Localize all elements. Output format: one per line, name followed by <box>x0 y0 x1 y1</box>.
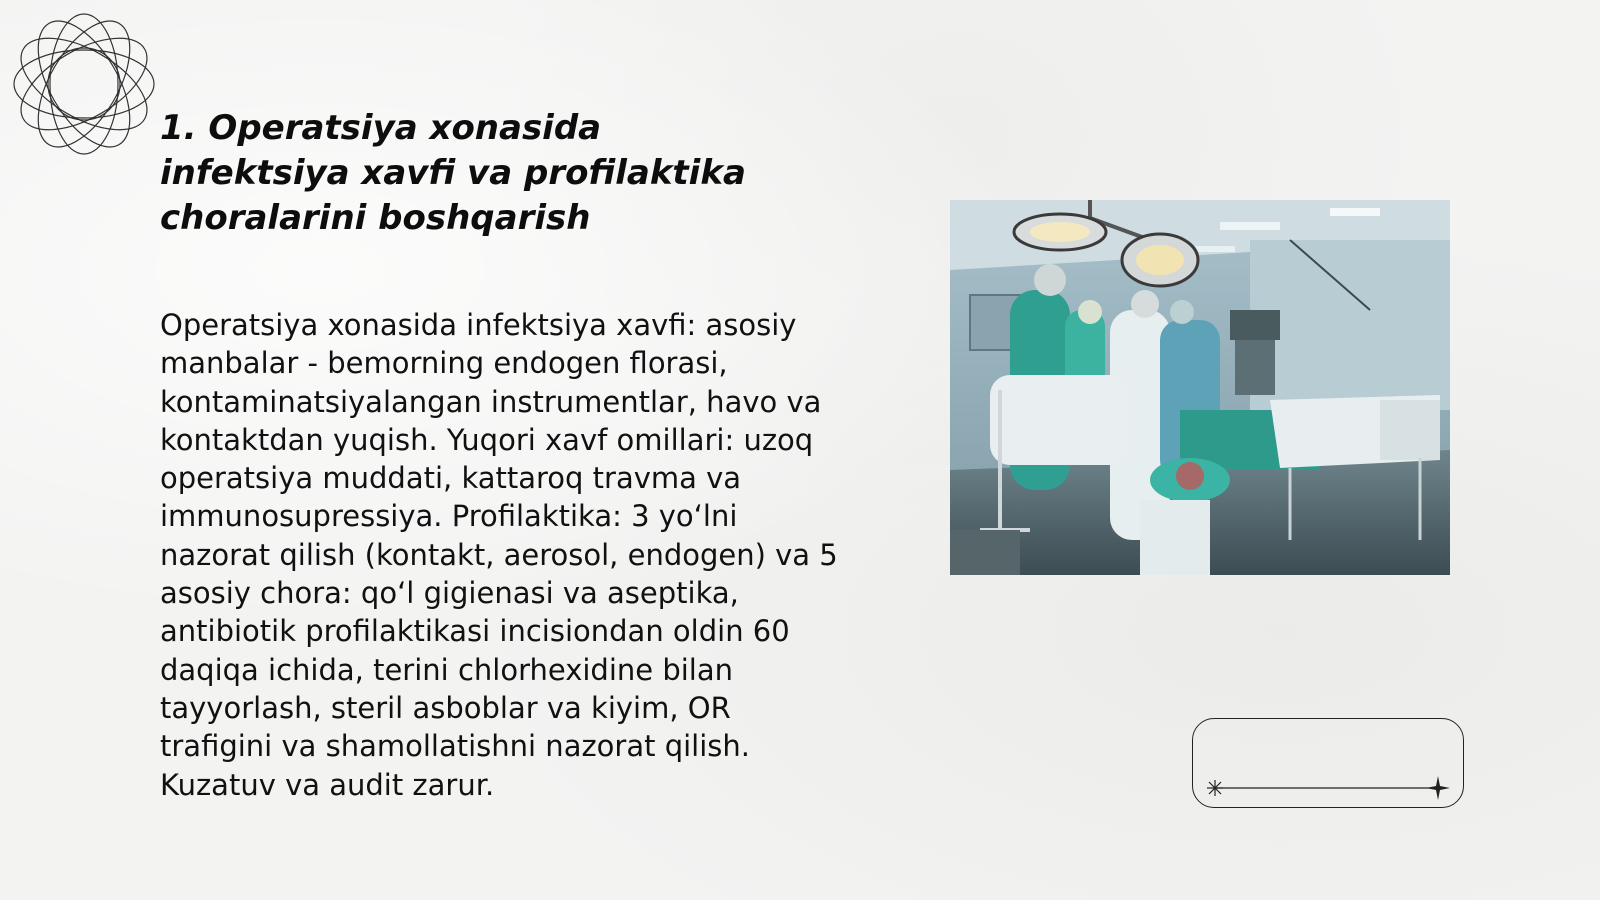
slide-title: 1. Operatsiya xonasida infektsiya xavfi va profilaktika choralarini boshqarish <box>160 108 746 238</box>
operating-room-photo <box>950 200 1450 575</box>
circular-knot-ornament-icon <box>10 10 158 158</box>
four-point-star-icon <box>1426 776 1450 800</box>
sparkle-star-icon <box>1207 780 1223 796</box>
decorative-frame <box>1192 718 1464 808</box>
slide-body-text: Operatsiya xonasida infektsiya xavfi: asosiy manbalar - bemorning endogen florasi, kontaminatsiyalangan instrumentlar, havo va kontaktdan yuqish. Yuqori xavf omillari: uzoq operatsiya muddati, kattaroq travma va immunosupressiya. Profilaktika: 3 yo‘lni nazorat qilish (kontakt, aerosol, endogen) va 5 asosiy chora: qo‘l gigienasi va aseptika, antibiotik profilaktikasi incisiondan oldin 60 daqiqa ichida, terini chlorhexidine bilan tayyorlash, steril asboblar va kiyim, OR trafigini va shamollatishni nazorat qilish. Kuzatuv va audit zarur. <box>160 308 838 802</box>
